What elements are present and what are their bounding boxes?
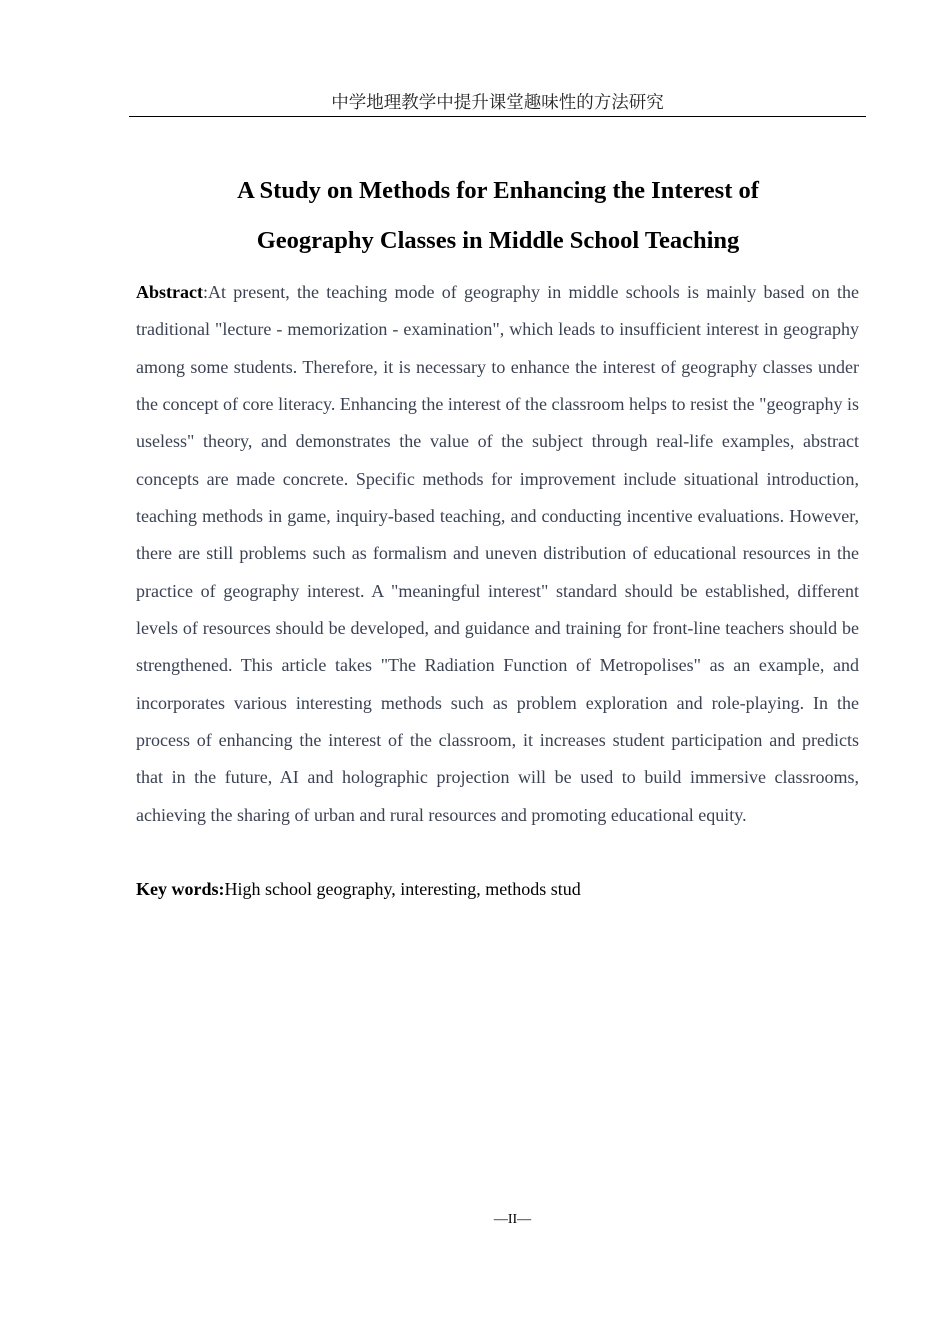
abstract-text: :At present, the teaching mode of geography in middle schools is mainly based on the traditional "lecture - memorization - examination", which leads to insufficient interest in geography among some students. Therefore, it is necessary to enhance the interest of geography classes under the concept of core literacy. Enhancing the interest of the classroom helps to resist the "geography is useless" theory, and demonstrates the value of the subject through real-life examples, abstract concepts are made concrete. Specific methods for improvement include situational introduction, teaching methods in game, inquiry-based teaching, and conducting incentive evaluations. However, there are still problems such as formalism and uneven distribution of educational resources in the practice of geography interest. A "meaningful interest" standard should be established, different levels of resources should be developed, and guidance and training for front-line teachers should be strengthened. This article takes "The Radiation Function of Metropolises" as an example, and incorporates various interesting methods such as problem exploration and role-playing. In the process of enhancing the interest of the classroom, it increases student participation and predicts that in the future, AI and holographic projection will be used to build immersive classrooms, achieving the sharing of urban and rural resources and promoting educational equity. — [136, 282, 859, 825]
abstract-paragraph — [136, 274, 859, 834]
keywords-line — [136, 874, 859, 904]
paper-title-line-1: A Study on Methods for Enhancing the Interest of — [237, 177, 759, 204]
keywords-text: High school geography, interesting, methods stud — [224, 879, 581, 899]
paper-title — [100, 166, 896, 266]
running-header — [129, 90, 866, 117]
page-number: —II— — [493, 1212, 532, 1227]
paper-title-line-2: Geography Classes in Middle School Teaching — [256, 227, 740, 254]
keywords-label: Key words: — [136, 879, 225, 899]
abstract-label: Abstract — [136, 282, 203, 302]
running-header-title: 中学地理教学中提升课堂趣味性的方法研究 — [331, 93, 664, 113]
